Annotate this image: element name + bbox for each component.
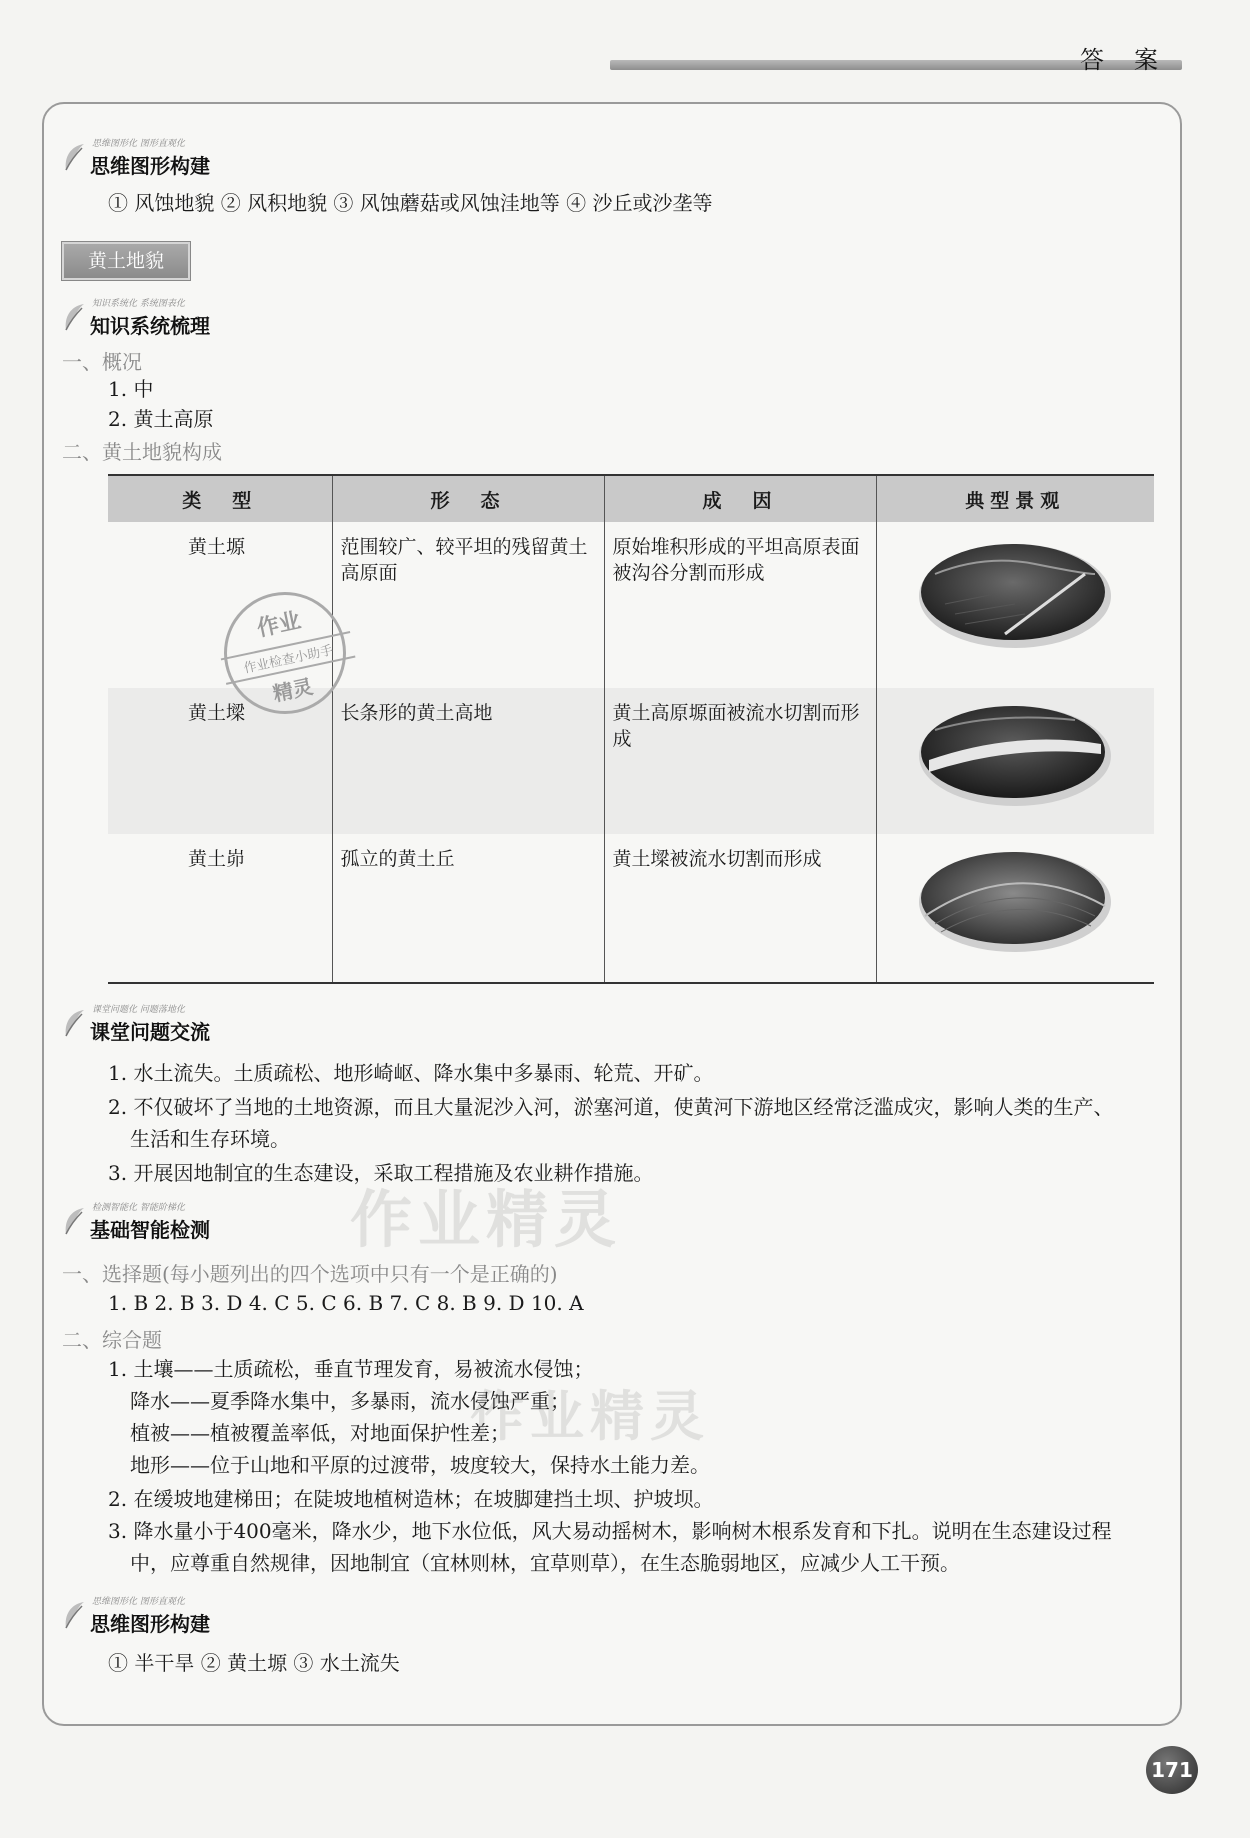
overview-item-1: 1. 中 xyxy=(108,377,154,401)
column-header: 类 型 xyxy=(108,475,332,522)
comprehensive-1b: 降水——夏季降水集中，多暴雨，流水侵蚀严重； xyxy=(130,1389,570,1413)
form-cell: 范围较广、较平坦的残留黄土高原面 xyxy=(332,522,604,688)
section-title: 思维图形构建 xyxy=(90,1612,210,1636)
table-header-row xyxy=(108,475,1154,522)
type-cell: 黄土塬 xyxy=(108,522,332,688)
watermark: 作业精灵 xyxy=(470,1385,710,1448)
leaf-icon xyxy=(62,1600,88,1630)
heading-composition: 二、黄土地貌构成 xyxy=(62,440,222,464)
column-header: 典型景观 xyxy=(876,475,1154,522)
loess-ridge-photo xyxy=(915,700,1115,810)
cause-cell: 黄土高原塬面被流水切割而形成 xyxy=(604,688,876,834)
comprehensive-3a: 3. 降水量小于400毫米，降水少，地下水位低，风大易动摇树木，影响树木根系发育和下扎。说明在生态建设过程 xyxy=(108,1519,1112,1543)
photo-cell xyxy=(876,522,1154,688)
comprehensive-1c: 植被——植被覆盖率低，对地面保护性差； xyxy=(130,1421,510,1445)
classroom-answer-2-cont: 生活和生存环境。 xyxy=(130,1127,290,1151)
type-cell: 黄土峁 xyxy=(108,834,332,983)
type-cell: 黄土墚 xyxy=(108,688,332,834)
landform-table xyxy=(108,474,1154,984)
topic-tag: 黄土地貌 xyxy=(62,242,190,280)
classroom-answer-3: 3. 开展因地制宜的生态建设，采取工程措施及农业耕作措施。 xyxy=(108,1161,654,1185)
heading-overview: 一、概况 xyxy=(62,350,142,374)
cause-cell: 原始堆积形成的平坦高原表面被沟谷分割而形成 xyxy=(604,522,876,688)
heading-comprehensive: 二、综合题 xyxy=(62,1328,162,1352)
classroom-answer-2: 2. 不仅破坏了当地的土地资源，而且大量泥沙入河，淤塞河道，使黄河下游地区经常泛滥成灾，影响人类的生产、 xyxy=(108,1095,1114,1119)
header-title: 答案 xyxy=(1080,46,1188,74)
comprehensive-1a: 1. 土壤——土质疏松，垂直节理发育，易被流水侵蚀； xyxy=(108,1357,594,1381)
table-row xyxy=(108,834,1154,983)
stamp-logo: 作业 作业检查小助手 精灵 xyxy=(213,581,358,726)
section-title: 基础智能检测 xyxy=(90,1218,210,1242)
photo-cell xyxy=(876,834,1154,983)
leaf-icon xyxy=(62,1008,88,1038)
comprehensive-1d: 地形——位于山地和平原的过渡带，坡度较大，保持水土能力差。 xyxy=(130,1453,710,1477)
loess-hill-photo xyxy=(915,846,1115,956)
section-title: 知识系统梳理 xyxy=(90,314,210,338)
section-title: 课堂问题交流 xyxy=(90,1020,210,1044)
column-header: 成 因 xyxy=(604,475,876,522)
form-cell: 孤立的黄土丘 xyxy=(332,834,604,983)
heading-choice: 一、选择题(每小题列出的四个选项中只有一个是正确的) xyxy=(62,1262,558,1286)
column-header: 形 态 xyxy=(332,475,604,522)
comprehensive-2: 2. 在缓坡地建梯田；在陡坡地植树造林；在坡脚建挡土坝、护坡坝。 xyxy=(108,1487,714,1511)
mindmap-answers-1: ① 风蚀地貌 ② 风积地貌 ③ 风蚀蘑菇或风蚀洼地等 ④ 沙丘或沙垄等 xyxy=(108,191,713,215)
watermark: 作业精灵 xyxy=(350,1183,623,1256)
page-number: 171 xyxy=(1146,1746,1198,1794)
photo-cell xyxy=(876,688,1154,834)
leaf-icon xyxy=(62,302,88,332)
choice-answers: 1. B 2. B 3. D 4. C 5. C 6. B 7. C 8. B 9. D 10. A xyxy=(108,1291,584,1315)
form-cell: 长条形的黄土高地 xyxy=(332,688,604,834)
comprehensive-3b: 中，应尊重自然规律，因地制宜（宜林则林，宜草则草），在生态脆弱地区，应减少人工干预。 xyxy=(130,1551,960,1575)
leaf-icon xyxy=(62,1206,88,1236)
classroom-answer-1: 1. 水土流失。土质疏松、地形崎岖、降水集中多暴雨、轮荒、开矿。 xyxy=(108,1061,714,1085)
cause-cell: 黄土墚被流水切割而形成 xyxy=(604,834,876,983)
section-title: 思维图形构建 xyxy=(90,154,210,178)
mindmap-answers-2: ① 半干旱 ② 黄土塬 ③ 水土流失 xyxy=(108,1651,400,1675)
leaf-icon xyxy=(62,142,88,172)
overview-item-2: 2. 黄土高原 xyxy=(108,407,214,431)
loess-tableland-photo xyxy=(915,534,1115,654)
